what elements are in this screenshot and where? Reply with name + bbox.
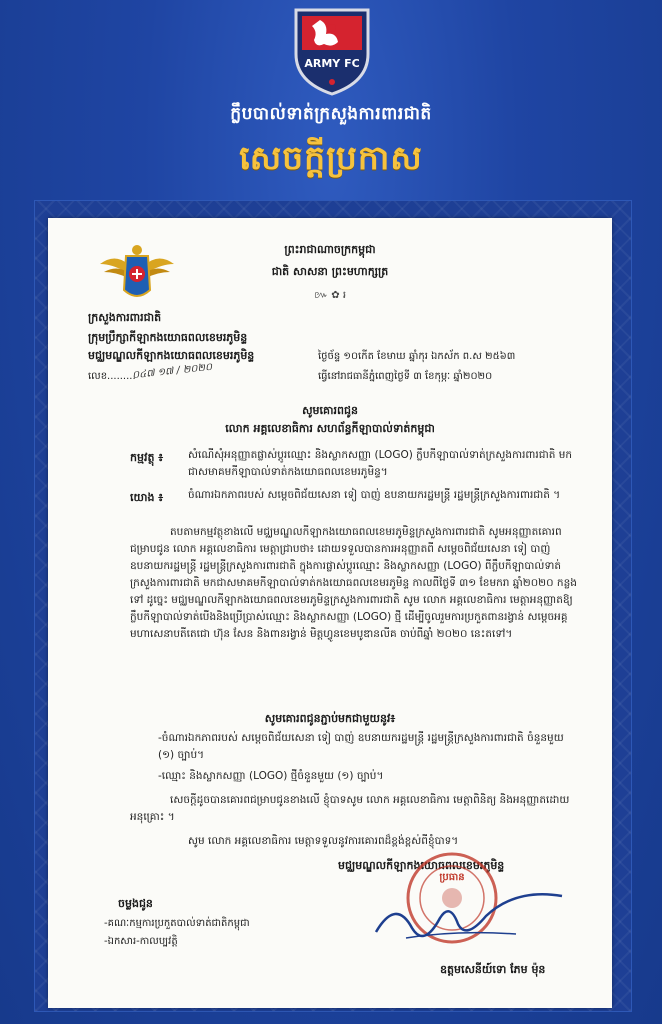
club-name: ក្លឹបបាល់ទាត់ក្រសួងការពារជាតិ <box>230 104 432 124</box>
closing-paragraph: សេចក្តីដូចបានគោរពជម្រាបជូនខាងលើ ខ្ញុំបាទសូម លោក អគ្គលេខាធិការ មេត្តាពិនិត្យ និងអនុញ្ញាតដោយអនុគ្រោះ ។ <box>130 794 570 823</box>
cc-recipient-2: -ឯកសារ-កាលប្បវត្តិ <box>104 936 178 947</box>
army-fc-logo <box>290 4 374 96</box>
ornament: ៚ ✿ ៛ <box>313 290 347 301</box>
department-2: មជ្ឈមណ្ឌលកីឡាកងយោធពលខេមរភូមិន្ទ <box>88 349 255 362</box>
date-lunar: ថ្ងៃច័ន្ទ ១០កើត ខែមាឃ ឆ្នាំកុរ ឯកស័ក ព.ស ២៥៦៣ <box>318 351 516 362</box>
national-motto: ជាតិ សាសនា ព្រះមហាក្សត្រ <box>271 265 389 278</box>
signer-organization: មជ្ឈមណ្ឌលកីឡាកងយោធពលខេមរភូមិន្ទ <box>338 859 505 872</box>
subject-text: សំណើសុំអនុញ្ញាតផ្លាស់ប្តូរឈ្មោះ និងស្លាកសញ្ញា (LOGO) ក្លឹបកីឡាបាល់ទាត់ក្រសួងការពារជាតិ មកជាសមាគមកីឡាបាល់ទាត់កងយោធពលខេមរភូមិន្ទ។ <box>188 449 573 478</box>
attachments-intro: សូមគោរពជូនភ្ជាប់មកជាមួយនូវ៖ <box>264 712 396 725</box>
date-solar: ធ្វើនៅរាជធានីភ្នំពេញថ្ងៃទី ៣ ខែកុម្ភៈ ឆ្នាំ២០២០ <box>318 371 493 382</box>
letter-body: តបតាមកម្មវត្ថុខាងលើ មជ្ឈមណ្ឌលកីឡាកងយោធពលខេមរភូមិន្ទក្រសួងការពារជាតិ សូមអនុញ្ញាតគោរពជម្រាបជូន លោក អគ្គលេខាធិការ មេត្តាជ្រាបថា៖ ដោយទទួលបានការអនុញ្ញាតពី សម្តេចពិជ័យសេនា ទៀ បាញ់ ឧបនាយករដ្ឋមន្ត្រី រដ្ឋមន្ត្រីក្រសួងការពារជាតិ ក្នុងការផ្លាស់ប្តូរឈ្មោះ និងស្លាកសញ្ញា (LOGO) ពីក្លឹបកីឡាបាល់ទាត់ក្រសួងការពារជាតិ មកជាសមាគមកីឡាបាល់ទាត់កងយោធពលខេមរភូមិន្ទ កាលពីថ្ងៃទី ៣១ ខែមករា ឆ្នាំ២០២០ កន្លងទៅ ដូច្នេះ មជ្ឈមណ្ឌលកីឡាកងយោធពលខេមរភូមិន្ទក្រសួងការពារជាតិ សូម លោក អគ្គលេខាធិការ មេត្តាអនុញ្ញាតឱ្យក្លឹបកីឡាបាល់ទាត់បើងនិងប្រើប្រាស់ឈ្មោះ និងស្លាកសញ្ញា (LOGO) ថ្មី ដើម្បីចូលរួមការប្រកួតពានរង្វាន់ សម្តេចអគ្គមហាសេនាបតីតេជោ ហ៊ុន សែន និងពានរង្វាន់ មិត្តហ្វូនខេមបូឌានលីគ ចាប់ពីឆ្នាំ ២០២០ នេះតទៅ។ <box>130 526 577 640</box>
official-letter <box>48 218 612 1008</box>
page-title: សេចក្តីប្រកាស <box>239 138 423 177</box>
closing-respect: សូម លោក អគ្គលេខាធិការ មេត្តាទទួលនូវការគោរពដ៏ខ្ពង់ខ្ពស់ពីខ្ញុំបាទ។ <box>188 835 459 847</box>
reference-text: ចំណារឯកភាពរបស់ សម្តេចពិជ័យសេនា ទៀ បាញ់ ឧបនាយករដ្ឋមន្ត្រី រដ្ឋមន្ត្រីក្រសួងការពារជាតិ ។ <box>188 489 561 501</box>
department-1: ក្រុមប្រឹក្សាកីឡាកងយោធពលខេមរភូមិន្ទ <box>88 331 248 344</box>
reference-handwritten: ០៤៧ ១៧ / ២០២០ <box>131 361 213 382</box>
kingdom-heading: ព្រះរាជាណាចក្រកម្ពុជា <box>284 243 376 256</box>
recipient: លោក អគ្គលេខាធិការ សហព័ន្ធកីឡាបាល់ទាត់កម្ពុជា <box>225 422 435 435</box>
ministry-name: ក្រសួងការពារជាតិ <box>88 311 162 324</box>
logo-text: ARMY FC <box>304 57 360 70</box>
reference-label: យោង ៖ <box>130 491 164 504</box>
signer-name: ឧត្តមសេនីយ៍ទោ ភែម ម៉ុន <box>440 963 546 976</box>
reference-number: លេខ......... <box>88 371 136 382</box>
attachment-2: -ឈ្មោះ និងស្លាកសញ្ញា (LOGO) ថ្មីចំនួនមួយ (១) ច្បាប់។ <box>158 770 384 782</box>
cc-title: ចម្លងជូន <box>118 897 153 910</box>
subject-label: កម្មវត្ថុ ៖ <box>130 451 164 464</box>
seal-text: ប្រធាន <box>439 872 465 883</box>
attachment-1: -ចំណារឯកភាពរបស់ សម្តេចពិជ័យសេនា ទៀ បាញ់ ឧបនាយករដ្ឋមន្ត្រី រដ្ឋមន្ត្រីក្រសួងការពារជាតិ ចំនួនមួយ (១) ច្បាប់។ <box>158 732 564 761</box>
cc-recipient-1: -គណៈកម្មការប្រកួតបាល់ទាត់ជាតិកម្ពុជា <box>104 918 250 929</box>
salutation: សូមគោរពជូន <box>302 404 358 417</box>
signature-icon <box>366 878 576 958</box>
